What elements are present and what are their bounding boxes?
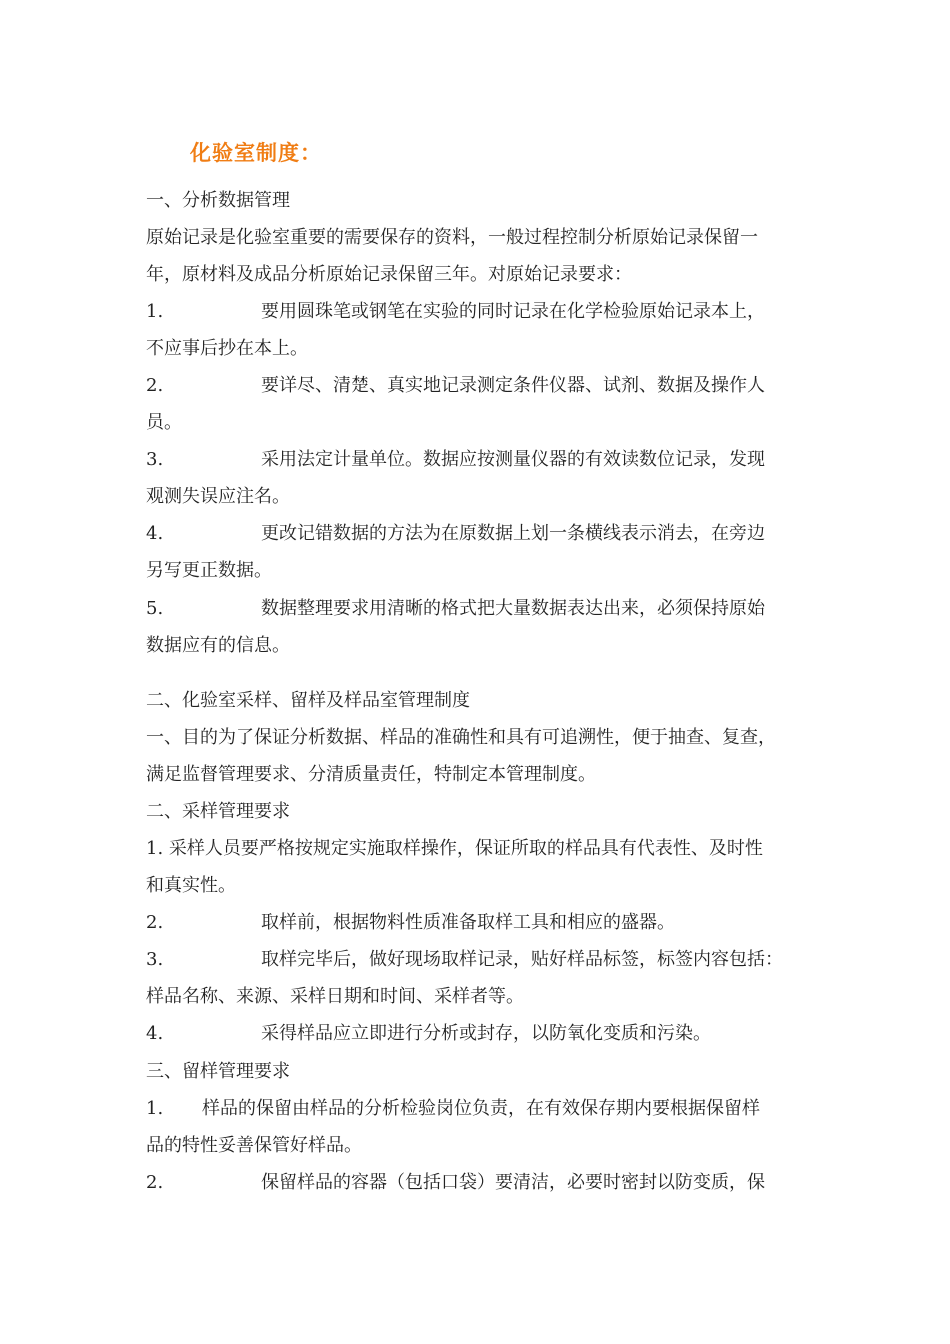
- list-item-text: 品的特性妥善保管好样品。: [146, 1135, 362, 1156]
- section-heading: 一、分析数据管理: [146, 190, 290, 211]
- page-title: 化验室制度：: [190, 141, 322, 165]
- list-item-text: 样品的保留由样品的分析检验岗位负责，在有效保存期内要根据保留样: [202, 1098, 760, 1119]
- list-item-text: 1. 采样人员要严格按规定实施取样操作，保证所取的样品具有代表性、及时性: [146, 838, 763, 859]
- list-item-text: 保留样品的容器（包括口袋）要清洁，必要时密封以防变质，保: [261, 1172, 765, 1193]
- list-item-text: 更改记错数据的方法为在原数据上划一条横线表示消去，在旁边: [261, 523, 765, 544]
- list-number: 1.: [146, 1098, 164, 1119]
- list-number: 4.: [146, 523, 164, 544]
- list-item-text: 不应事后抄在本上。: [146, 338, 308, 359]
- paragraph-line: 原始记录是化验室重要的需要保存的资料，一般过程控制分析原始记录保留一: [146, 227, 758, 248]
- list-item-text: 样品名称、来源、采样日期和时间、采样者等。: [146, 986, 524, 1007]
- list-number: 2.: [146, 1172, 164, 1193]
- subsection-heading: 三、留样管理要求: [146, 1061, 290, 1082]
- list-item-text: 员。: [146, 412, 182, 433]
- list-item-text: 取样完毕后，做好现场取样记录，贴好样品标签，标签内容包括：: [261, 949, 783, 970]
- list-item-text: 观测失误应注名。: [146, 486, 290, 507]
- list-item-text: 数据应有的信息。: [146, 635, 290, 656]
- list-item-text: 要用圆珠笔或钢笔在实验的同时记录在化学检验原始记录本上，: [261, 301, 765, 322]
- list-number: 4.: [146, 1023, 164, 1044]
- section-heading: 二、化验室采样、留样及样品室管理制度: [146, 690, 470, 711]
- list-item-text: 数据整理要求用清晰的格式把大量数据表达出来，必须保持原始: [261, 598, 765, 619]
- list-item-text: 另写更正数据。: [146, 560, 272, 581]
- list-number: 2.: [146, 912, 164, 933]
- paragraph-line: 满足监督管理要求、分清质量责任，特制定本管理制度。: [146, 764, 596, 785]
- list-number: 1.: [146, 301, 164, 322]
- list-item-text: 取样前，根据物料性质准备取样工具和相应的盛器。: [261, 912, 675, 933]
- list-item-text: 采得样品应立即进行分析或封存，以防氧化变质和污染。: [261, 1023, 711, 1044]
- list-item-text: 和真实性。: [146, 875, 236, 896]
- subsection-heading: 二、采样管理要求: [146, 801, 290, 822]
- paragraph-line: 一、目的为了保证分析数据、样品的准确性和具有可追溯性，便于抽查、复查，: [146, 727, 776, 748]
- list-item-text: 要详尽、清楚、真实地记录测定条件仪器、试剂、数据及操作人: [261, 375, 765, 396]
- paragraph-line: 年，原材料及成品分析原始记录保留三年。对原始记录要求：: [146, 264, 632, 285]
- list-item-text: 采用法定计量单位。数据应按测量仪器的有效读数位记录，发现: [261, 449, 765, 470]
- list-number: 2.: [146, 375, 164, 396]
- list-number: 3.: [146, 949, 164, 970]
- list-number: 3.: [146, 449, 164, 470]
- list-number: 5.: [146, 598, 164, 619]
